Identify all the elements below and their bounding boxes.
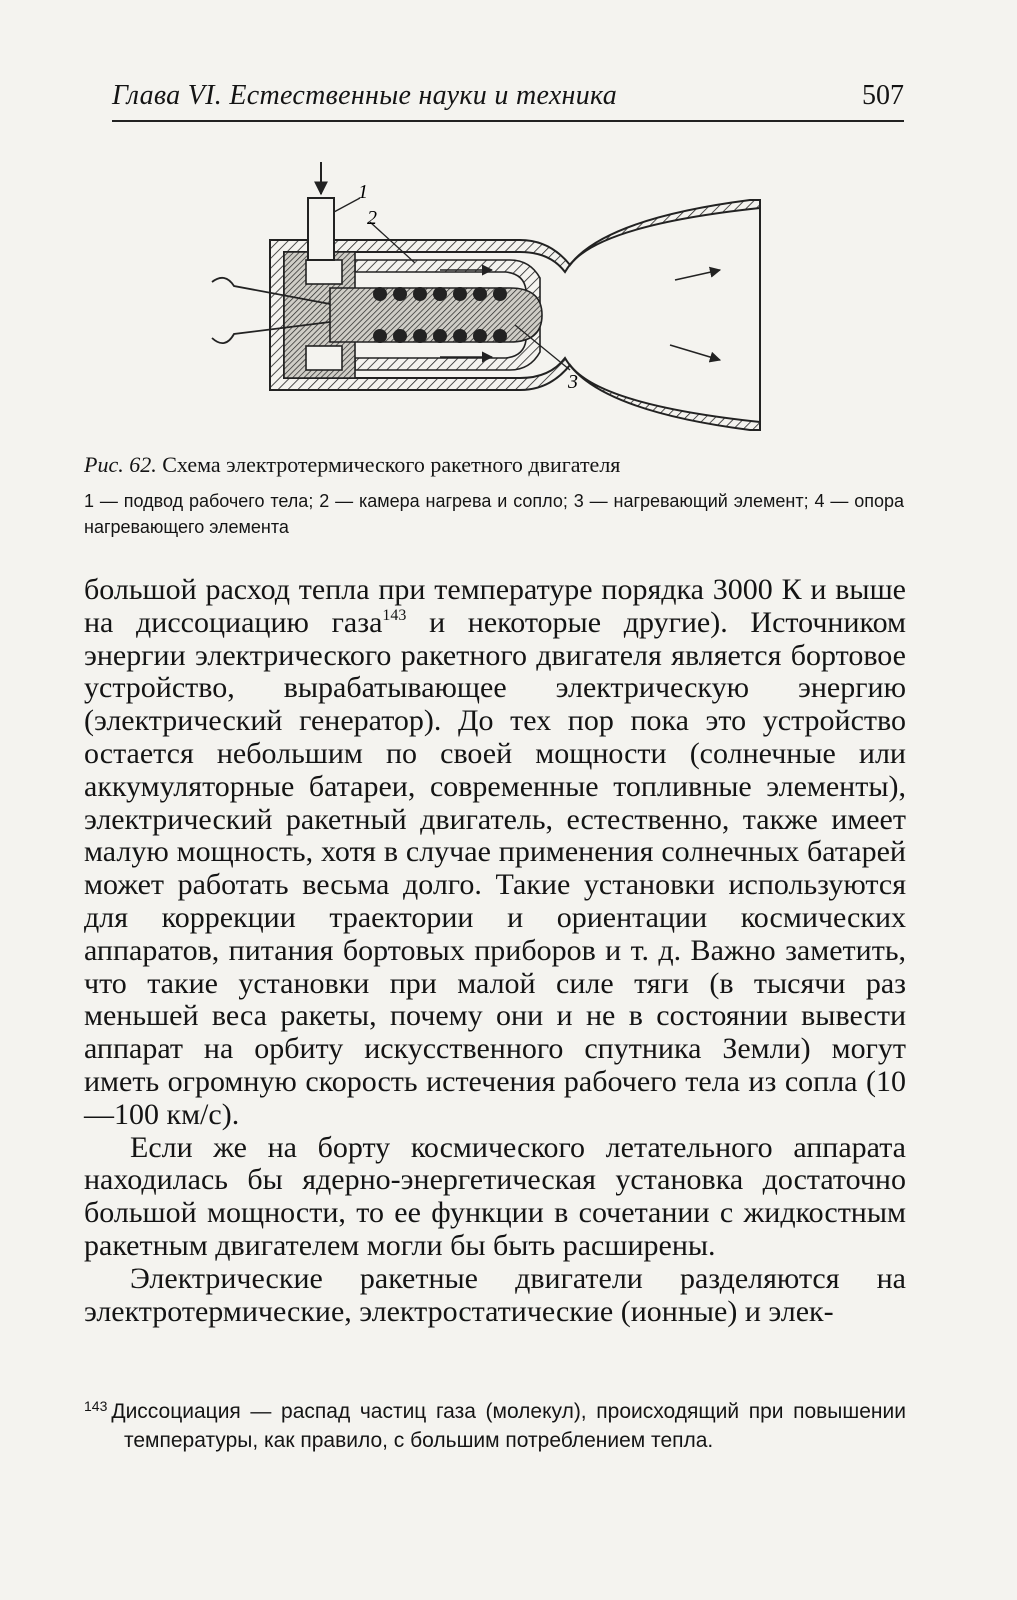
figure-legend: 1 — подвод рабочего тела; 2 — камера нагрева и сопло; 3 — нагревающий элемент; 4 — опора нагревающего элемента <box>84 491 904 537</box>
footnote <box>84 1392 906 1455</box>
page-number: 507 <box>862 80 904 111</box>
chapter-title: Глава VI. Естественные науки и техника <box>112 80 618 111</box>
footnote-mark: 143 <box>84 1398 108 1414</box>
paragraph: Электрические ракетные двигатели разделяются на электротермические, электростатические (ионные) и элек- <box>84 1261 906 1328</box>
feed-pipe <box>308 198 334 260</box>
figure-label: 3 <box>568 371 578 393</box>
paragraph-text: и некоторые другие). Источником энергии электрического ракетного двигателя является бортовое устройство, вырабатывающее электрическую энергию (электрический генератор). До тех пор пока это устройство остается небольшим по своей мощности (солнечные или аккумуляторные батареи, современные топливные элементы), электрический ракетный двигатель, естественно, также имеет малую мощность, хотя в случае применения солнечных батарей может работать весьма долго. Такие установки используются для коррекции траектории и ориентации космических аппаратов, питания бортовых приборов и т. д. Важно заметить, что такие установки при малой силе тяги (в тысячи раз меньшей веса ракеты, почему они и не в состоянии вывести аппарат на орбиту искусственного спутника Земли) могут иметь огромную скорость истечения рабочего тела из сопла (10—100 км/с). <box>84 605 906 1131</box>
footnote-text: Диссоциация — распад частиц газа (молекул), происходящий при повышении температуры, как правило, с большим потреблением тепла. <box>111 1400 906 1452</box>
figure-label: 2 <box>367 207 377 229</box>
figure-label: 1 <box>358 181 368 203</box>
paragraph: Если же на борту космического летательного аппарата находилась бы ядерно-энергетическая установка достаточно большой мощности, то ее функции в сочетании с жидкостным ракетным двигателем могли бы быть расширены. <box>84 1130 906 1262</box>
figure-caption <box>84 450 904 480</box>
paragraph-text: большой расход тепла при температуре порядка 3000 К и выше на диссоциацию газа <box>84 573 906 639</box>
engine-diagram <box>210 160 770 435</box>
footnote-ref[interactable]: 143 <box>382 606 407 624</box>
figure-title: Схема электротермического ракетного двигателя <box>162 452 621 477</box>
running-header <box>112 78 904 122</box>
main-text <box>84 574 906 1328</box>
paragraph <box>84 574 906 1132</box>
figure-number: Рис. 62. <box>84 452 157 477</box>
